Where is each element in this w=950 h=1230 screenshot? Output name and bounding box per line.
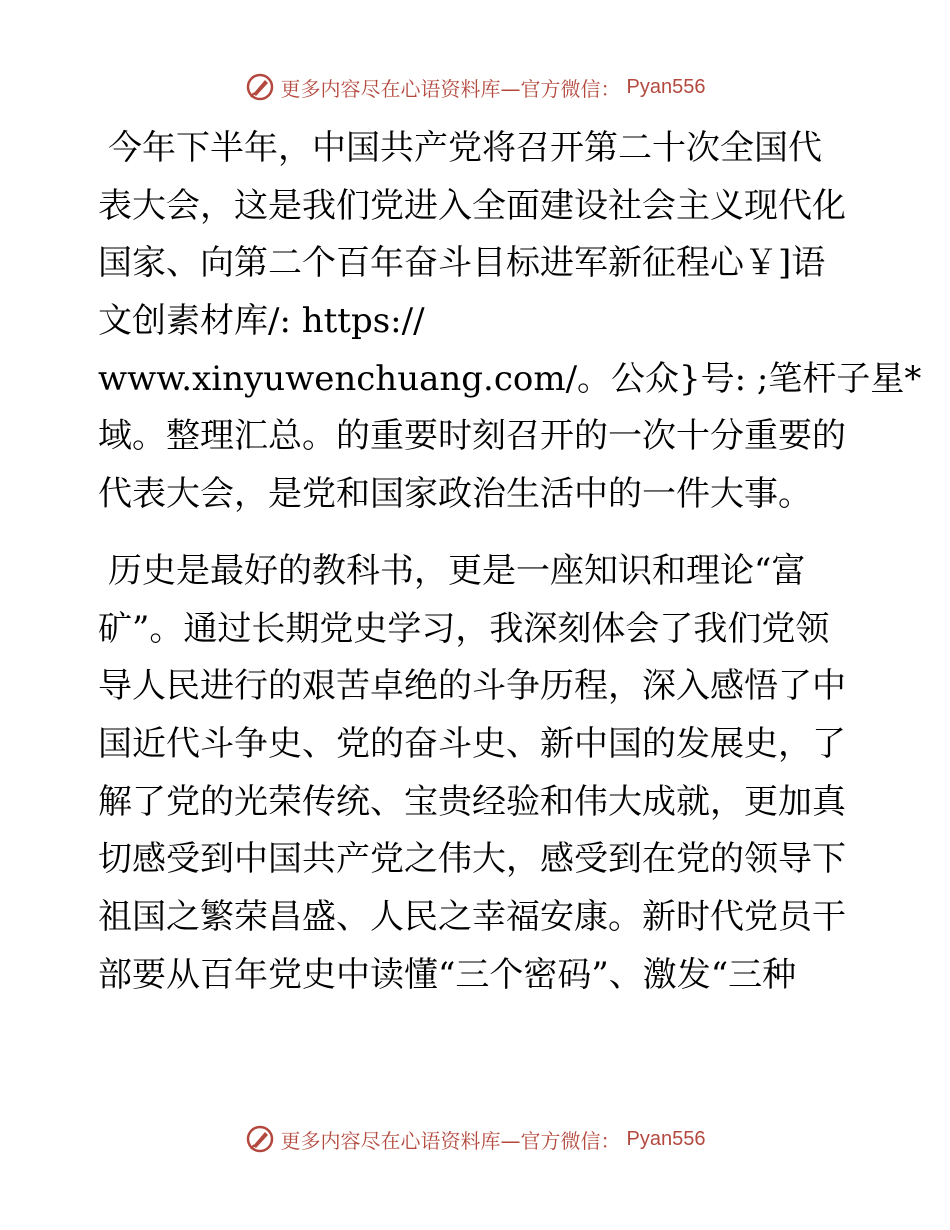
text-line: 矿”。通过长期党史学习，我深刻体会了我们党领	[98, 608, 830, 649]
text-line: 代表大会，是党和国家政治生活中的一件大事。	[98, 474, 812, 515]
text-line: 切感受到中国共产党之伟大，感受到在党的领导下	[98, 839, 846, 880]
text-line: 部要从百年党史中读懂“三个密码”、激发“三种	[98, 954, 797, 995]
text-line: 文创素材库/: https://	[98, 301, 425, 342]
watermark-handle: Pyan556	[626, 75, 706, 98]
quill-logo-icon	[245, 1124, 275, 1154]
watermark-text: 更多内容尽在心语资料库—官方微信：	[280, 1128, 621, 1153]
text-line: www.xinyuwenchuang.com/。公众}号: ;笔杆子星*	[98, 358, 922, 399]
text-line: 解了党的光荣传统、宝贵经验和伟大成就，更加真	[98, 781, 846, 822]
text-line: 表大会，这是我们党进入全面建设社会主义现代化	[98, 185, 846, 226]
text-line: 国家、向第二个百年奋斗目标进军新征程心￥]语	[98, 243, 826, 284]
paragraph-2	[98, 543, 858, 1005]
footer-watermark	[0, 1124, 950, 1154]
watermark-text: 更多内容尽在心语资料库—官方微信：	[280, 76, 621, 101]
text-line: 今年下半年，中国共产党将召开第二十次全国代	[108, 128, 822, 168]
header-watermark	[0, 72, 950, 102]
text-line: 域。整理汇总。的重要时刻召开的一次十分重要的	[98, 416, 846, 457]
text-line: 祖国之繁荣昌盛、人民之幸福安康。新时代党员干	[98, 896, 846, 937]
watermark-handle: Pyan556	[626, 1127, 706, 1150]
paragraph-1	[98, 120, 922, 524]
quill-logo-icon	[245, 72, 275, 102]
document-body	[98, 120, 922, 1004]
text-line: 历史是最好的教科书，更是一座知识和理论“富	[108, 550, 806, 591]
text-line: 国近代斗争史、党的奋斗史、新中国的发展史，了	[98, 723, 846, 764]
text-line: 导人民进行的艰苦卓绝的斗争历程，深入感悟了中	[98, 666, 846, 707]
